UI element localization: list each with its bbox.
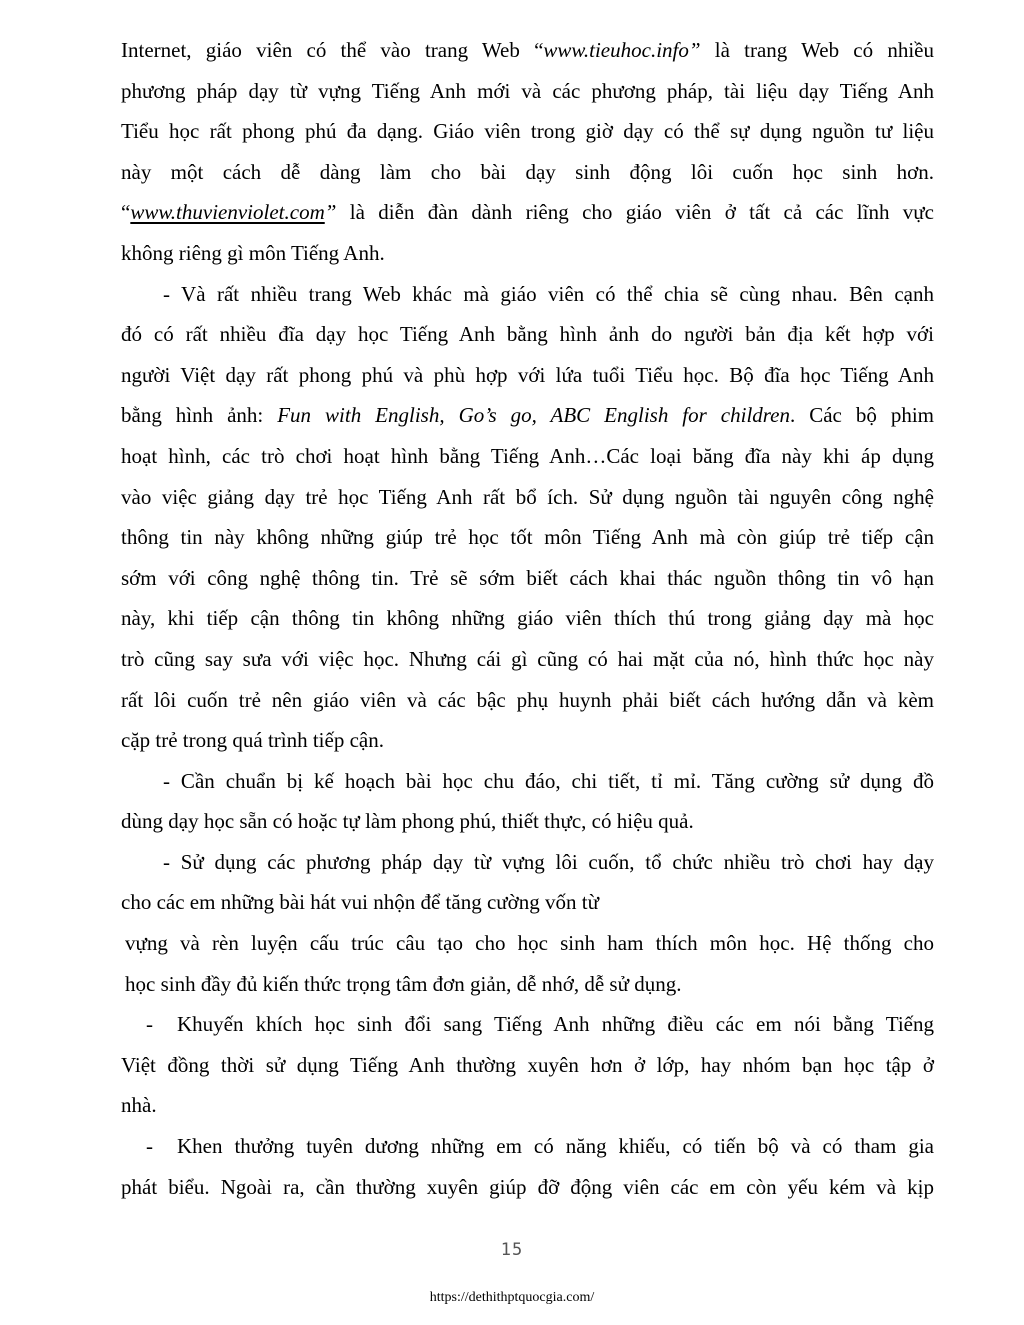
text-line xyxy=(121,192,934,233)
text-line: - Sử dụng các phương pháp dạy từ vựng lôi cuốn, tổ chức nhiều trò chơi hay dạy xyxy=(163,849,934,874)
text-run: Khuyến khích học sinh đổi sang Tiếng Anh những điều các em nói bằng Tiếng xyxy=(177,1012,934,1037)
disc-titles: Fun with English, Go’s go, ABC English for children xyxy=(277,403,790,428)
text-line: Việt đồng thời sử dụng Tiếng Anh thường xuyên hơn ở lớp, hay nhóm bạn học tập ở xyxy=(121,1052,934,1077)
text-line: vựng và rèn luyện cấu trúc câu tạo cho học sinh ham thích môn học. Hệ thống cho xyxy=(125,931,934,956)
paragraph-vocabulary-methods xyxy=(121,842,934,923)
text-line: không riêng gì môn Tiếng Anh. xyxy=(121,240,385,265)
text-line: Tiểu học rất phong phú đa dạng. Giáo viên trong giờ dạy có thể sự dụng nguồn tư liệu xyxy=(121,119,934,144)
bullet-praise-students xyxy=(121,1126,934,1207)
text-line: này, khi tiếp cận thông tin không những giáo viên thích thú trong giảng dạy mà học xyxy=(121,606,934,631)
text-line: phương pháp dạy từ vựng Tiếng Anh mới và các phương pháp, tài liệu dạy Tiếng Anh xyxy=(121,78,934,103)
text-line: sớm với công nghệ thông tin. Trẻ sẽ sớm biết cách khai thác nguồn thông tin vô hạn xyxy=(121,565,934,590)
document-body xyxy=(121,30,934,1207)
text-run: là diễn đàn dành riêng cho giáo viên ở tất cả các lĩnh vực xyxy=(336,200,934,225)
text-line: người Việt dạy rất phong phú và phù hợp với lứa tuổi Tiểu học. Bộ đĩa học Tiếng Anh xyxy=(121,362,934,387)
bullet-dash: - xyxy=(146,1134,153,1159)
text-line: phát biểu. Ngoài ra, cần thường xuyên giúp đỡ động viên các em còn yếu kém và kịp xyxy=(121,1174,934,1199)
footer-url-link[interactable]: https://dethithptquocgia.com/ xyxy=(429,1290,595,1305)
text-line: thông tin này không những giúp trẻ học tốt môn Tiếng Anh mà còn giúp trẻ tiếp cận xyxy=(121,525,934,550)
text-line xyxy=(121,395,934,436)
text-line: nhà. xyxy=(121,1093,157,1118)
text-line: cặp trẻ trong quá trình tiếp cận. xyxy=(121,728,384,753)
text-line: trò cũng say sưa với việc học. Nhưng cái gì cũng có hai mặt của nó, hình thức học này xyxy=(121,646,934,671)
thuvienviolet-link[interactable]: www.thuvienviolet.com xyxy=(130,200,325,225)
text-run: Khen thưởng tuyên dương những em có năng khiếu, có tiến bộ và có tham gia xyxy=(177,1134,934,1159)
text-line: dùng dạy học sẵn có hoặc tự làm phong phú, thiết thực, có hiệu quả. xyxy=(121,809,694,834)
text-line: - Cần chuẩn bị kế hoạch bài học chu đáo, chi tiết, tỉ mỉ. Tăng cường sử dụng đồ xyxy=(163,768,934,793)
text-run: bằng hình ảnh: xyxy=(121,403,278,428)
paragraph-other-websites xyxy=(121,274,934,761)
text-run: ” xyxy=(324,200,337,225)
text-line: hoạt hình, các trò chơi hoạt hình bằng Tiếng Anh…Các loại băng đĩa này khi áp dụng xyxy=(121,443,934,468)
text-line: cho các em những bài hát vui nhộn để tăng cường vốn từ xyxy=(121,890,599,915)
paragraph-web-resources xyxy=(121,30,934,274)
text-line xyxy=(121,1126,934,1167)
bullet-dash: - xyxy=(146,1012,153,1037)
text-run: là trang Web có nhiều xyxy=(700,38,934,62)
text-line: vào việc giảng dạy trẻ học Tiếng Anh rất bổ ích. Sử dụng nguồn tài nguyên công nghệ xyxy=(121,484,934,509)
bullet-encourage-english xyxy=(121,1004,934,1126)
paragraph-lesson-plan xyxy=(121,761,934,842)
text-line: - Và rất nhiều trang Web khác mà giáo viên có thể chia sẽ cùng nhau. Bên cạnh xyxy=(163,281,934,306)
tieuhoc-link[interactable]: www.tieuhoc.info” xyxy=(543,38,701,62)
paragraph-vocabulary-continued xyxy=(121,923,934,1004)
text-run: “ xyxy=(121,200,131,225)
text-line: học sinh đầy đủ kiến thức trọng tâm đơn giản, dễ nhớ, dễ sử dụng. xyxy=(125,971,682,996)
text-line xyxy=(121,30,934,71)
text-run: . Các bộ phim xyxy=(790,403,934,428)
text-run: Internet, giáo viên có thể vào trang Web “ xyxy=(121,38,544,62)
text-line: này một cách dễ dàng làm cho bài dạy sinh động lôi cuốn học sinh hơn. xyxy=(121,159,934,184)
text-line: đó có rất nhiều đĩa dạy học Tiếng Anh bằng hình ảnh do người bản địa kết hợp với xyxy=(121,322,934,347)
text-line xyxy=(121,1004,934,1045)
page-number: 15 xyxy=(500,1240,524,1260)
text-line: rất lôi cuốn trẻ nên giáo viên và các bậc phụ huynh phải biết cách hướng dẫn và kèm xyxy=(121,687,934,712)
